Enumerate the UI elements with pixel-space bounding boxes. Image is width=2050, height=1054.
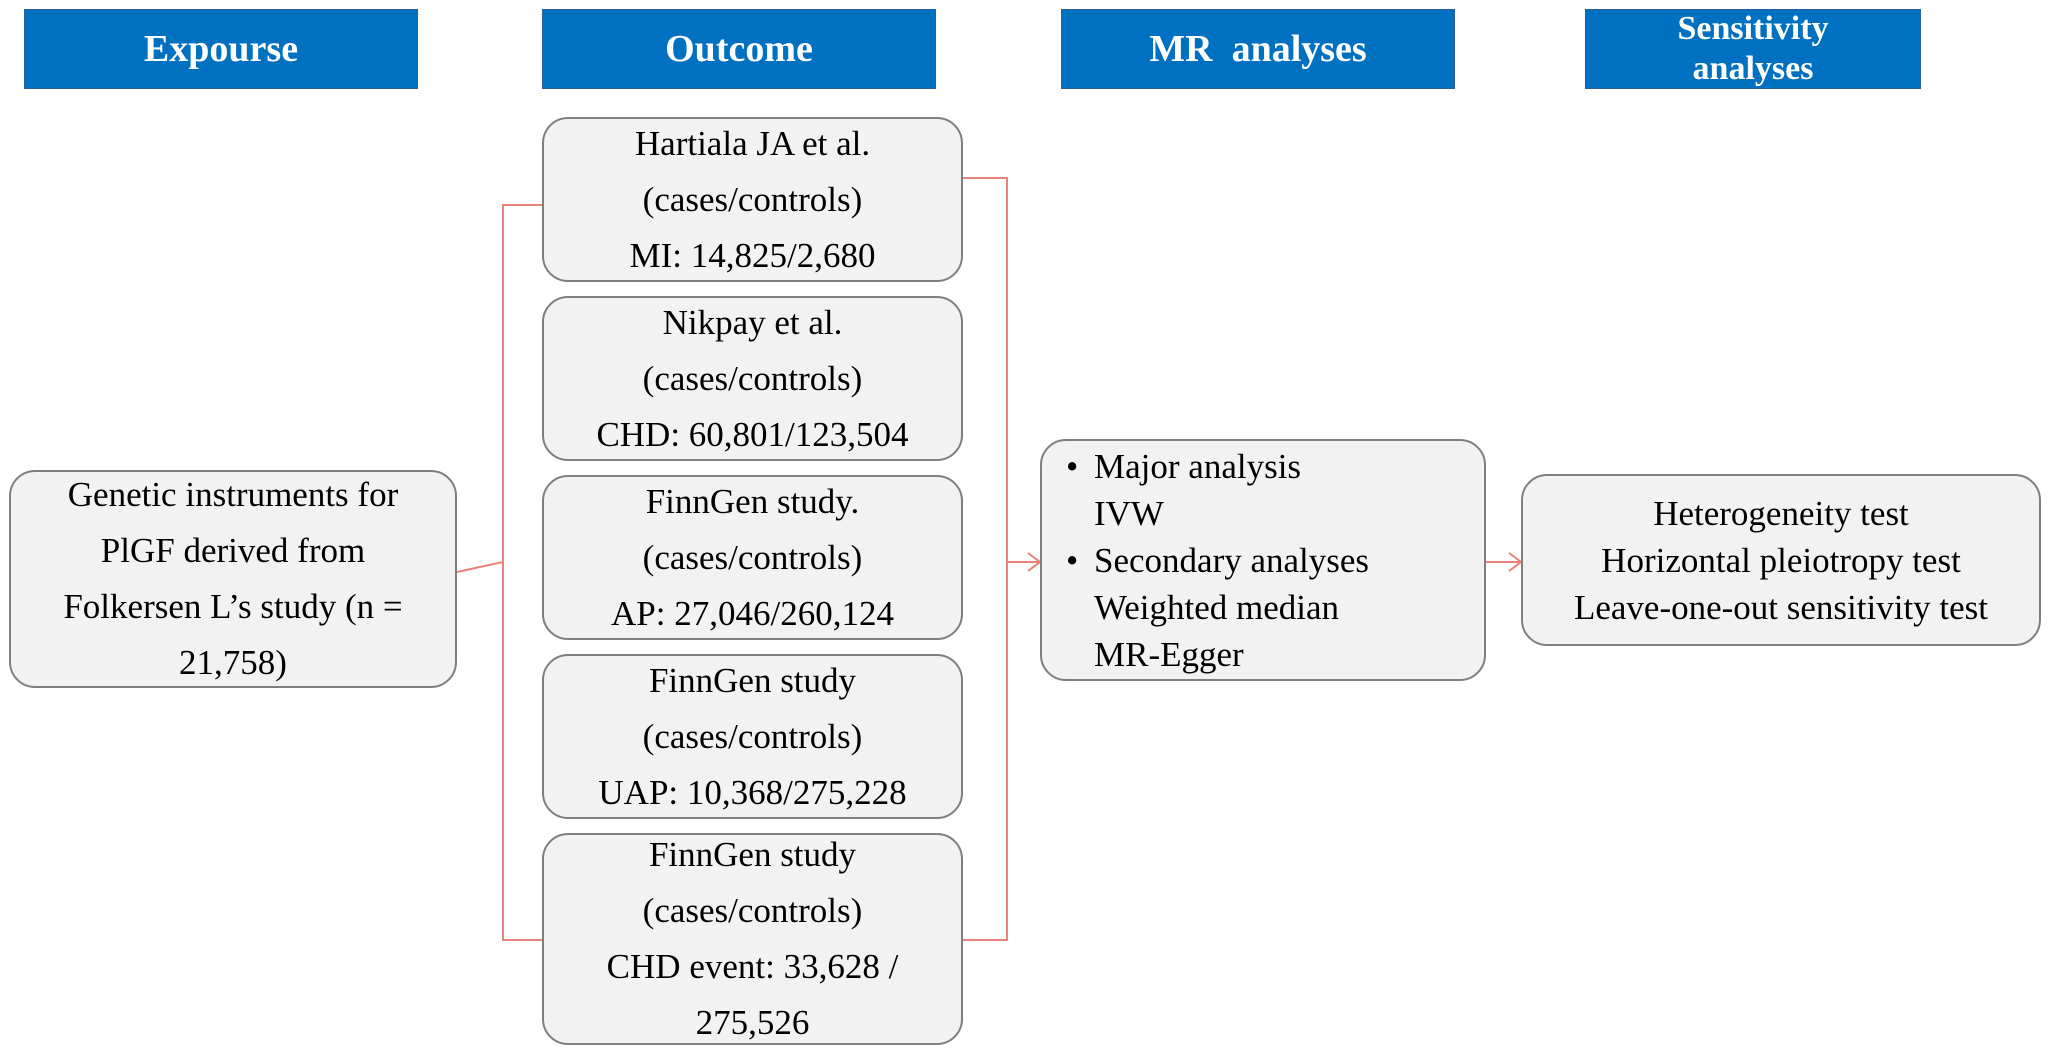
outcome-counts: CHD: 60,801/123,504 [596,414,909,454]
outcome-counts-continued: 275,526 [695,1003,810,1042]
outcome-brace [963,178,1007,940]
mr-major-method-row [1042,490,1164,537]
outcome-study: Hartiala JA et al. [634,123,871,163]
mr-secondary-method-row [1042,584,1339,631]
outcome-box-chd [542,296,963,461]
outcome-box-chd-event [542,833,963,1045]
outcome-cases-controls: (cases/controls) [642,358,863,398]
header-exposure-label: Expourse [143,28,299,70]
mr-method: MR-Egger [1094,634,1244,674]
exposure-line: 21,758) [179,643,287,682]
sensitivity-analyses-box [1521,474,2041,646]
exposure-brace [457,205,542,940]
exposure-line: Folkersen L’s study (n = [63,587,403,626]
sensitivity-test: Heterogeneity test [1653,493,1909,533]
outcome-study: FinnGen study [648,660,857,700]
outcome-cases-controls: (cases/controls) [642,891,863,930]
header-mr-analyses-label: MR analyses [1149,28,1367,70]
sensitivity-test: Leave-one-out sensitivity test [1573,587,1989,627]
outcome-counts: UAP: 10,368/275,228 [598,772,907,812]
mr-major-row [1042,443,1301,490]
mr-method: Weighted median [1094,587,1340,627]
bullet-icon: • [1066,540,1079,580]
outcome-counts: AP: 27,046/260,124 [611,593,894,633]
mr-secondary-method-row [1042,631,1244,678]
outcome-cases-controls: (cases/controls) [642,716,863,756]
outcome-study: FinnGen study. [645,481,860,521]
outcome-box-mi [542,117,963,282]
outcome-study: Nikpay et al. [662,302,843,342]
exposure-line: PlGF derived from [100,531,366,570]
outcome-counts: MI: 14,825/2,680 [629,235,876,275]
bullet-icon: • [1066,446,1079,486]
sensitivity-test: Horizontal pleiotropy test [1601,540,1961,580]
mr-secondary-label: Secondary analyses [1094,540,1370,580]
mr-secondary-row [1042,537,1369,584]
outcome-cases-controls: (cases/controls) [642,179,863,219]
header-sensitivity-label-line1: Sensitivity [1677,10,1829,47]
outcome-cases-controls: (cases/controls) [642,537,863,577]
mr-analyses-box [1040,439,1486,681]
outcome-box-uap [542,654,963,819]
outcome-counts: CHD event: 33,628 / [606,947,899,986]
header-outcome-label: Outcome [665,28,813,70]
mr-major-label: Major analysis [1094,446,1302,486]
exposure-line: Genetic instruments for [67,475,399,514]
exposure-box [9,470,457,688]
outcome-box-ap [542,475,963,640]
mr-method: IVW [1094,493,1164,533]
header-sensitivity-label-line2: analyses [1692,50,1814,87]
outcome-study: FinnGen study [648,835,857,874]
